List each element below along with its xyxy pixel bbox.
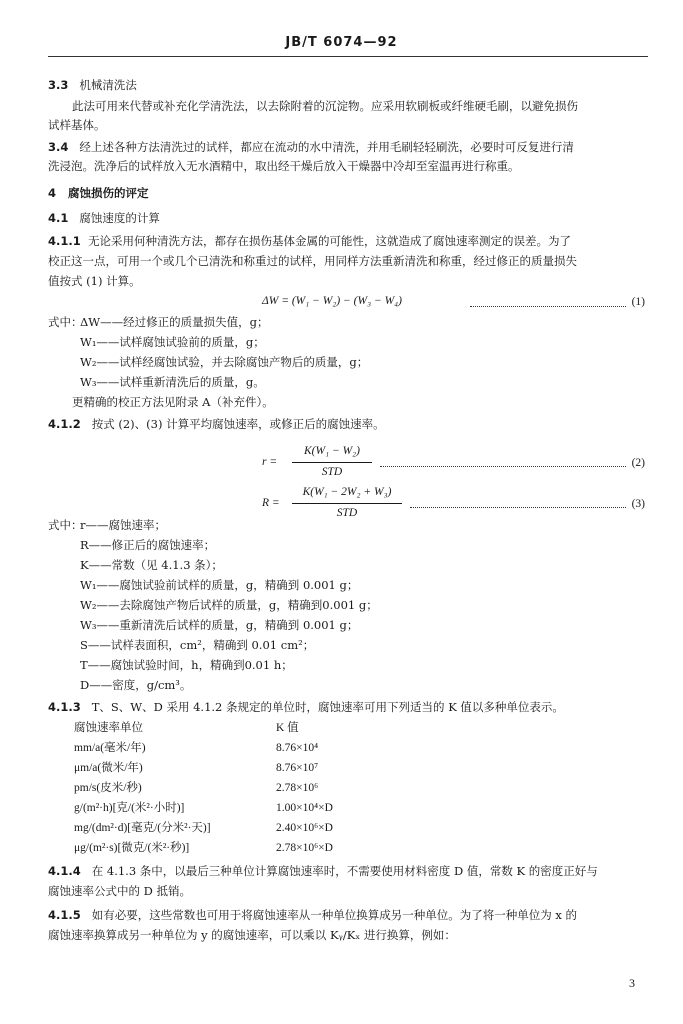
- definition-W1: W₁——腐蚀试验前试样的质量，g，精确到 0.001 g；: [80, 578, 359, 592]
- equation-3-denominator: STD: [336, 507, 358, 519]
- section-number: 4.1: [48, 211, 69, 225]
- paragraph-text: T、S、W、D 采用 4.1.2 条规定的单位时，腐蚀速率可用下列适当的 K 值以多种单位表示。: [91, 700, 564, 714]
- section-4-1-heading: [48, 213, 160, 225]
- paragraph-line: 校正这一点，可用一个或几个已清洗和称重过的试样，用同样方法重新清洗和称重，经过修正的质量损失: [48, 254, 577, 268]
- paragraph-line: 腐蚀速率换算成另一种单位为 y 的腐蚀速率，可以乘以 Kᵧ/Kₓ 进行换算，例如：: [48, 928, 456, 942]
- table-cell-unit: μm/a(微米/年): [74, 762, 143, 774]
- fraction-bar: [292, 503, 402, 504]
- section-title: 腐蚀速度的计算: [79, 211, 160, 225]
- section-number: 4.1.3: [48, 700, 81, 714]
- section-number: 4.1.4: [48, 864, 81, 878]
- leader-dots: [410, 507, 626, 508]
- section-number: 3.4: [48, 140, 69, 154]
- definition-S: S——试样表面积，cm²，精确到 0.01 cm²；: [80, 638, 315, 652]
- equation-number: (2): [631, 457, 645, 469]
- paragraph-line: 试样基体。: [48, 118, 106, 132]
- table-cell-k: 2.78×10⁶×D: [276, 842, 333, 854]
- equation-3-lhs: R =: [262, 497, 280, 509]
- section-number: 4.1.5: [48, 908, 81, 922]
- header-rule: [48, 56, 648, 57]
- table-cell-unit: mg/(dm²·d)[毫克/(分米²·天)]: [74, 822, 211, 834]
- section-number: 4.1.2: [48, 417, 81, 431]
- table-cell-k: 2.40×10⁶×D: [276, 822, 333, 834]
- definition-w1: W₁——试样腐蚀试验前的质量，g；: [80, 335, 265, 349]
- definition-T: T——腐蚀试验时间，h，精确到0.01 h；: [80, 658, 293, 672]
- fraction-bar: [292, 462, 372, 463]
- paragraph-text: 按式 (2)、(3) 计算平均腐蚀速率，或修正后的腐蚀速率。: [91, 417, 385, 431]
- equation-2-numerator: K(W₁ − W₂): [304, 445, 360, 457]
- standard-code-header: JB/T 6074—92: [285, 35, 398, 50]
- table-cell-unit: μg/(m²·s)[微克/(米²·秒)]: [74, 842, 190, 854]
- table-cell-unit: g/(m²·h)[克/(米²·小时)]: [74, 802, 185, 814]
- section-number: 4: [48, 186, 57, 200]
- paragraph-text: 在 4.1.3 条中，以最后三种单位计算腐蚀速率时，不需要使用材料密度 D 值，常数 K 的密度正好与: [91, 864, 598, 878]
- paragraph-line: 腐蚀速率公式中的 D 抵销。: [48, 884, 192, 898]
- table-cell-k: 8.76×10⁷: [276, 762, 319, 774]
- definition-R: R——修正后的腐蚀速率；: [80, 538, 216, 552]
- page-number: 3: [629, 976, 635, 990]
- definition-w3: W₃——试样重新清洗后的质量，g。: [80, 375, 265, 389]
- table-header-unit: 腐蚀速率单位: [74, 722, 143, 734]
- section-4-heading: [48, 188, 149, 200]
- paragraph-text: 如有必要，这些常数也可用于将腐蚀速率从一种单位换算成另一种单位。为了将一种单位为 x 的: [91, 908, 578, 922]
- equation-number: (1): [631, 296, 645, 308]
- section-3-4-paragraph: [48, 142, 574, 154]
- section-4-1-1-paragraph: [48, 236, 571, 248]
- definition-w2: W₂——试样经腐蚀试验，并去除腐蚀产物后的质量，g；: [80, 355, 369, 369]
- equation-3-numerator: K(W₁ − 2W₂ + W₃): [302, 486, 392, 498]
- section-number: 3.3: [48, 78, 69, 92]
- section-4-1-2-paragraph: [48, 419, 385, 431]
- definition-W2: W₂——去除腐蚀产物后试样的质量，g，精确到0.001 g；: [80, 598, 378, 612]
- equation-number: (3): [631, 498, 645, 510]
- table-cell-k: 2.78×10⁶: [276, 782, 319, 794]
- definition-W3: W₃——重新清洗后试样的质量，g，精确到 0.001 g；: [80, 618, 359, 632]
- paragraph-line: 洗浸泡。洗净后的试样放入无水酒精中，取出经干燥后放入干燥器中冷却至室温再进行称重。: [48, 159, 520, 173]
- equation-1: ΔW = (W₁ − W₂) − (W₃ − W₄): [262, 295, 402, 307]
- section-4-1-3-paragraph: [48, 702, 564, 714]
- table-cell-k: 1.00×10⁴×D: [276, 802, 333, 814]
- section-3-3-heading: [48, 80, 137, 92]
- leader-dots: [380, 466, 626, 467]
- paragraph-line: 值按式 (1) 计算。: [48, 274, 141, 288]
- paragraph-line: 此法可用来代替或补充化学清洗法，以去除附着的沉淀物。应采用软刷板或纤维硬毛刷，以避免损伤: [72, 99, 578, 113]
- table-cell-unit: pm/s(皮米/秒): [74, 782, 142, 794]
- table-cell-k: 8.76×10⁴: [276, 742, 319, 754]
- definition-K: K——常数（见 4.1.3 条）；: [80, 558, 223, 572]
- section-4-1-5-paragraph: [48, 910, 577, 922]
- where-lead: 式中：: [48, 315, 83, 329]
- appendix-note: 更精确的校正方法见附录 A（补充件）。: [72, 395, 274, 409]
- definition-D: D——密度，g/cm³。: [80, 678, 192, 692]
- definition-delta-w: ΔW——经过修正的质量损失值，g；: [80, 315, 269, 329]
- section-title: 机械清洗法: [79, 78, 137, 92]
- definition-r: r——腐蚀速率；: [80, 518, 166, 532]
- table-cell-unit: mm/a(毫米/年): [74, 742, 146, 754]
- paragraph-text: 无论采用何种清洗方法，都存在损伤基体金属的可能性，这就造成了腐蚀速率测定的误差。为了: [88, 234, 572, 248]
- paragraph-text: 经上述各种方法清洗过的试样，都应在流动的水中清洗，并用毛刷轻轻刷洗，必要时可反复进行清: [79, 140, 574, 154]
- section-number: 4.1.1: [48, 234, 81, 248]
- table-header-k: K 值: [276, 722, 299, 734]
- where-lead: 式中：: [48, 518, 83, 532]
- leader-dots: [470, 306, 626, 307]
- section-4-1-4-paragraph: [48, 866, 598, 878]
- equation-2-lhs: r =: [262, 456, 278, 468]
- section-title: 腐蚀损伤的评定: [68, 186, 149, 200]
- equation-2-denominator: STD: [321, 466, 343, 478]
